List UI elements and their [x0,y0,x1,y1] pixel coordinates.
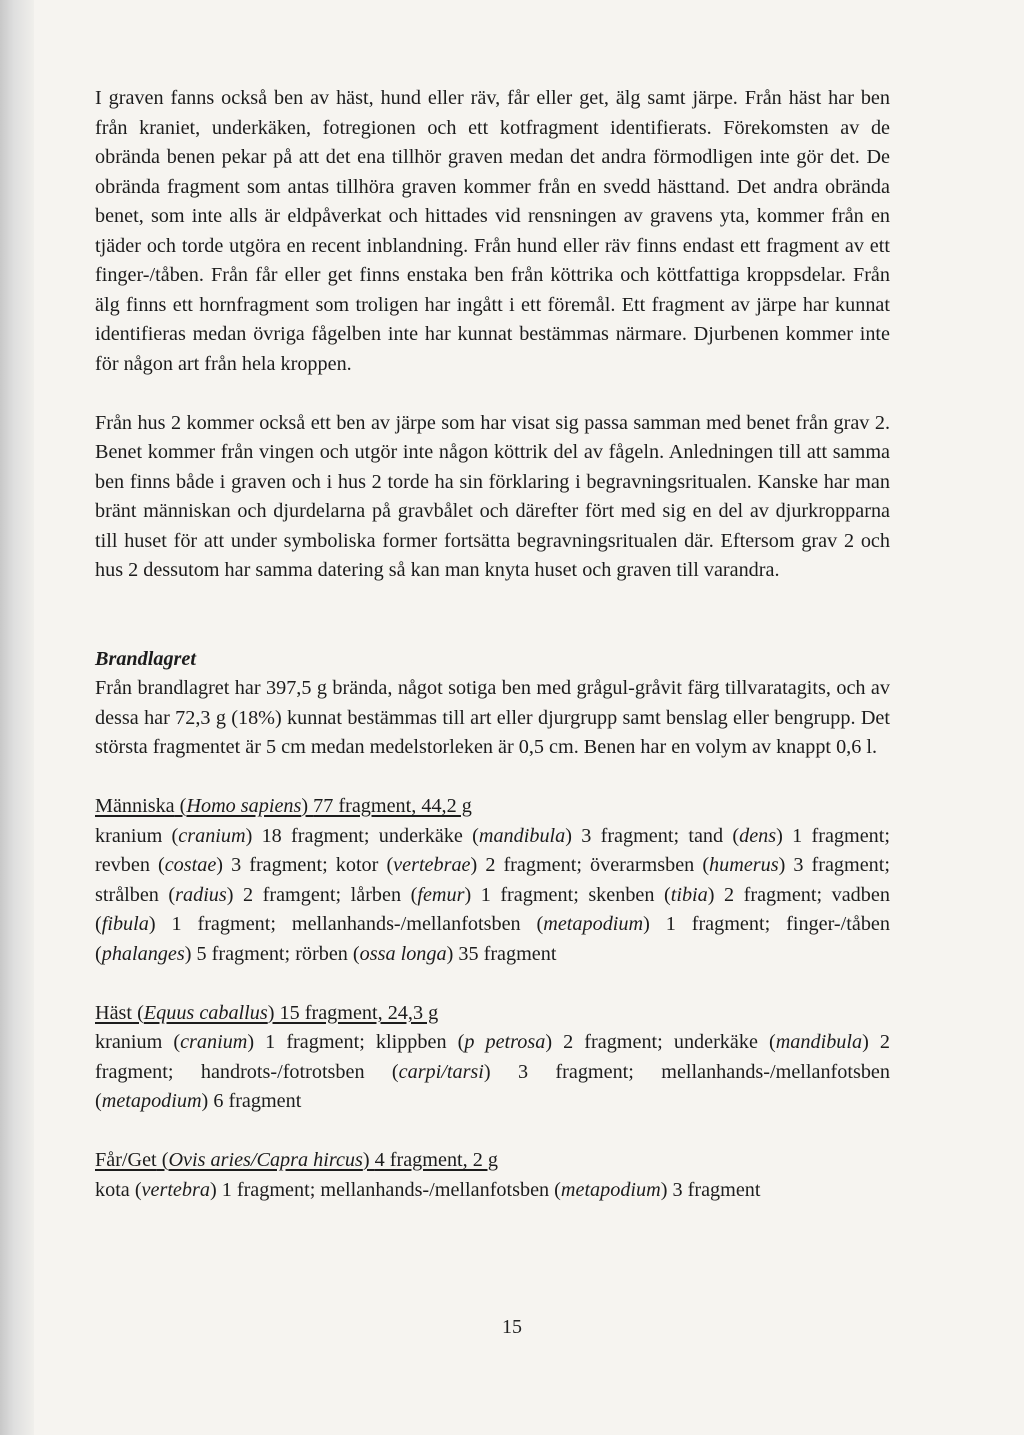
species-entry-farget [95,1146,890,1205]
species-bone-list: kranium (cranium) 18 fragment; underkäke (mandibula) 3 fragment; tand (dens) 1 fragment; revben (costae) 3 fragment; kotor (vertebrae) 2 fragment; överarmsben (humerus) 3 fragment; strålben (radius) 2 framgent; lårben (femur) 1 fragment; skenben (tibia) 2 fragment; vadben (fibula) 1 fragment; mellanhands-/mellanfotsben (metapodium) 1 fragment; finger-/tåben (phalanges) 5 fragment; rörben (ossa longa) 35 fragment [95,824,890,965]
species-heading: Människa (Homo sapiens) 77 fragment, 44,2 g [95,795,472,817]
species-bone-list: kota (vertebra) 1 fragment; mellanhands-/mellanfotsben (metapodium) 3 fragment [95,1178,761,1201]
species-heading: Får/Get (Ovis aries/Capra hircus) 4 fragment, 2 g [95,1149,498,1171]
section-title: Brandlagret [95,647,196,670]
species-entry-manniska [95,792,890,969]
paragraph-2: Från hus 2 kommer också ett ben av järpe som har visat sig passa samman med benet från grav 2. Benet kommer från vingen och utgör inte någon köttrik del av fågeln. Anledningen till att samma ben finns både i graven och i hus 2 torde ha sin förklaring i begravningsritualen. Kanske har man bränt människan och djurdelarna på gravbålet och därefter fört med sig en del av djurkropparna till huset för att under symboliska former fortsätta begravningsritualen där. Eftersom grav 2 och hus 2 dessutom har samma datering så kan man knyta huset och graven till varandra. [95,411,890,581]
species-bone-list: kranium (cranium) 1 fragment; klippben (p petrosa) 2 fragment; underkäke (mandibula) 2 fragment; handrots-/fotrotsben (carpi/tarsi) 3 fragment; mellanhands-/mellanfotsben (metapodium) 6 fragment [95,1031,890,1112]
species-heading: Häst (Equus caballus) 15 fragment, 24,3 g [95,1001,439,1024]
species-entry-hast [95,999,890,1117]
page-number: 15 [502,1316,522,1338]
book-spine-shadow [0,0,34,1435]
body-text [95,84,890,1235]
section-intro: Från brandlagret har 397,5 g brända, något sotiga ben med grågul-gråvit färg tillvaratagits, och av dessa har 72,3 g (18%) kunnat bestämmas till art eller djurgrupp samt benslag eller bengrupp. Det största fragmentet är 5 cm medan medelstorleken är 0,5 cm. Benen har en volym av knappt 0,6 l. [95,677,890,758]
paragraph-1: I graven fanns också ben av häst, hund eller räv, får eller get, älg samt järpe. Från häst har ben från kraniet, underkäken, fotregionen och ett kotfragment identifierats. Förekomsten av de obrända benen pekar på att det ena tillhör graven medan det andra förmodligen inte gör det. De obrända fragment som antas tillhöra graven kommer från en svedd hästtand. Det andra obrända benet, som inte alls är eldpåverkat och hittades vid rensningen av gravens yta, kommer från en tjäder och torde utgöra en recent inblandning. Från hund eller räv finns endast ett fragment av ett finger-/tåben. Från får eller get finns enstaka ben från köttrika och köttfattiga kroppsdelar. Från älg finns ett hornfragment som troligen har ingått i ett föremål. Ett fragment av järpe har kunnat identifieras medan övriga fågelben inte har kunnat bestämmas närmare. Djurbenen kommer inte för någon art från hela kroppen. [95,87,890,375]
